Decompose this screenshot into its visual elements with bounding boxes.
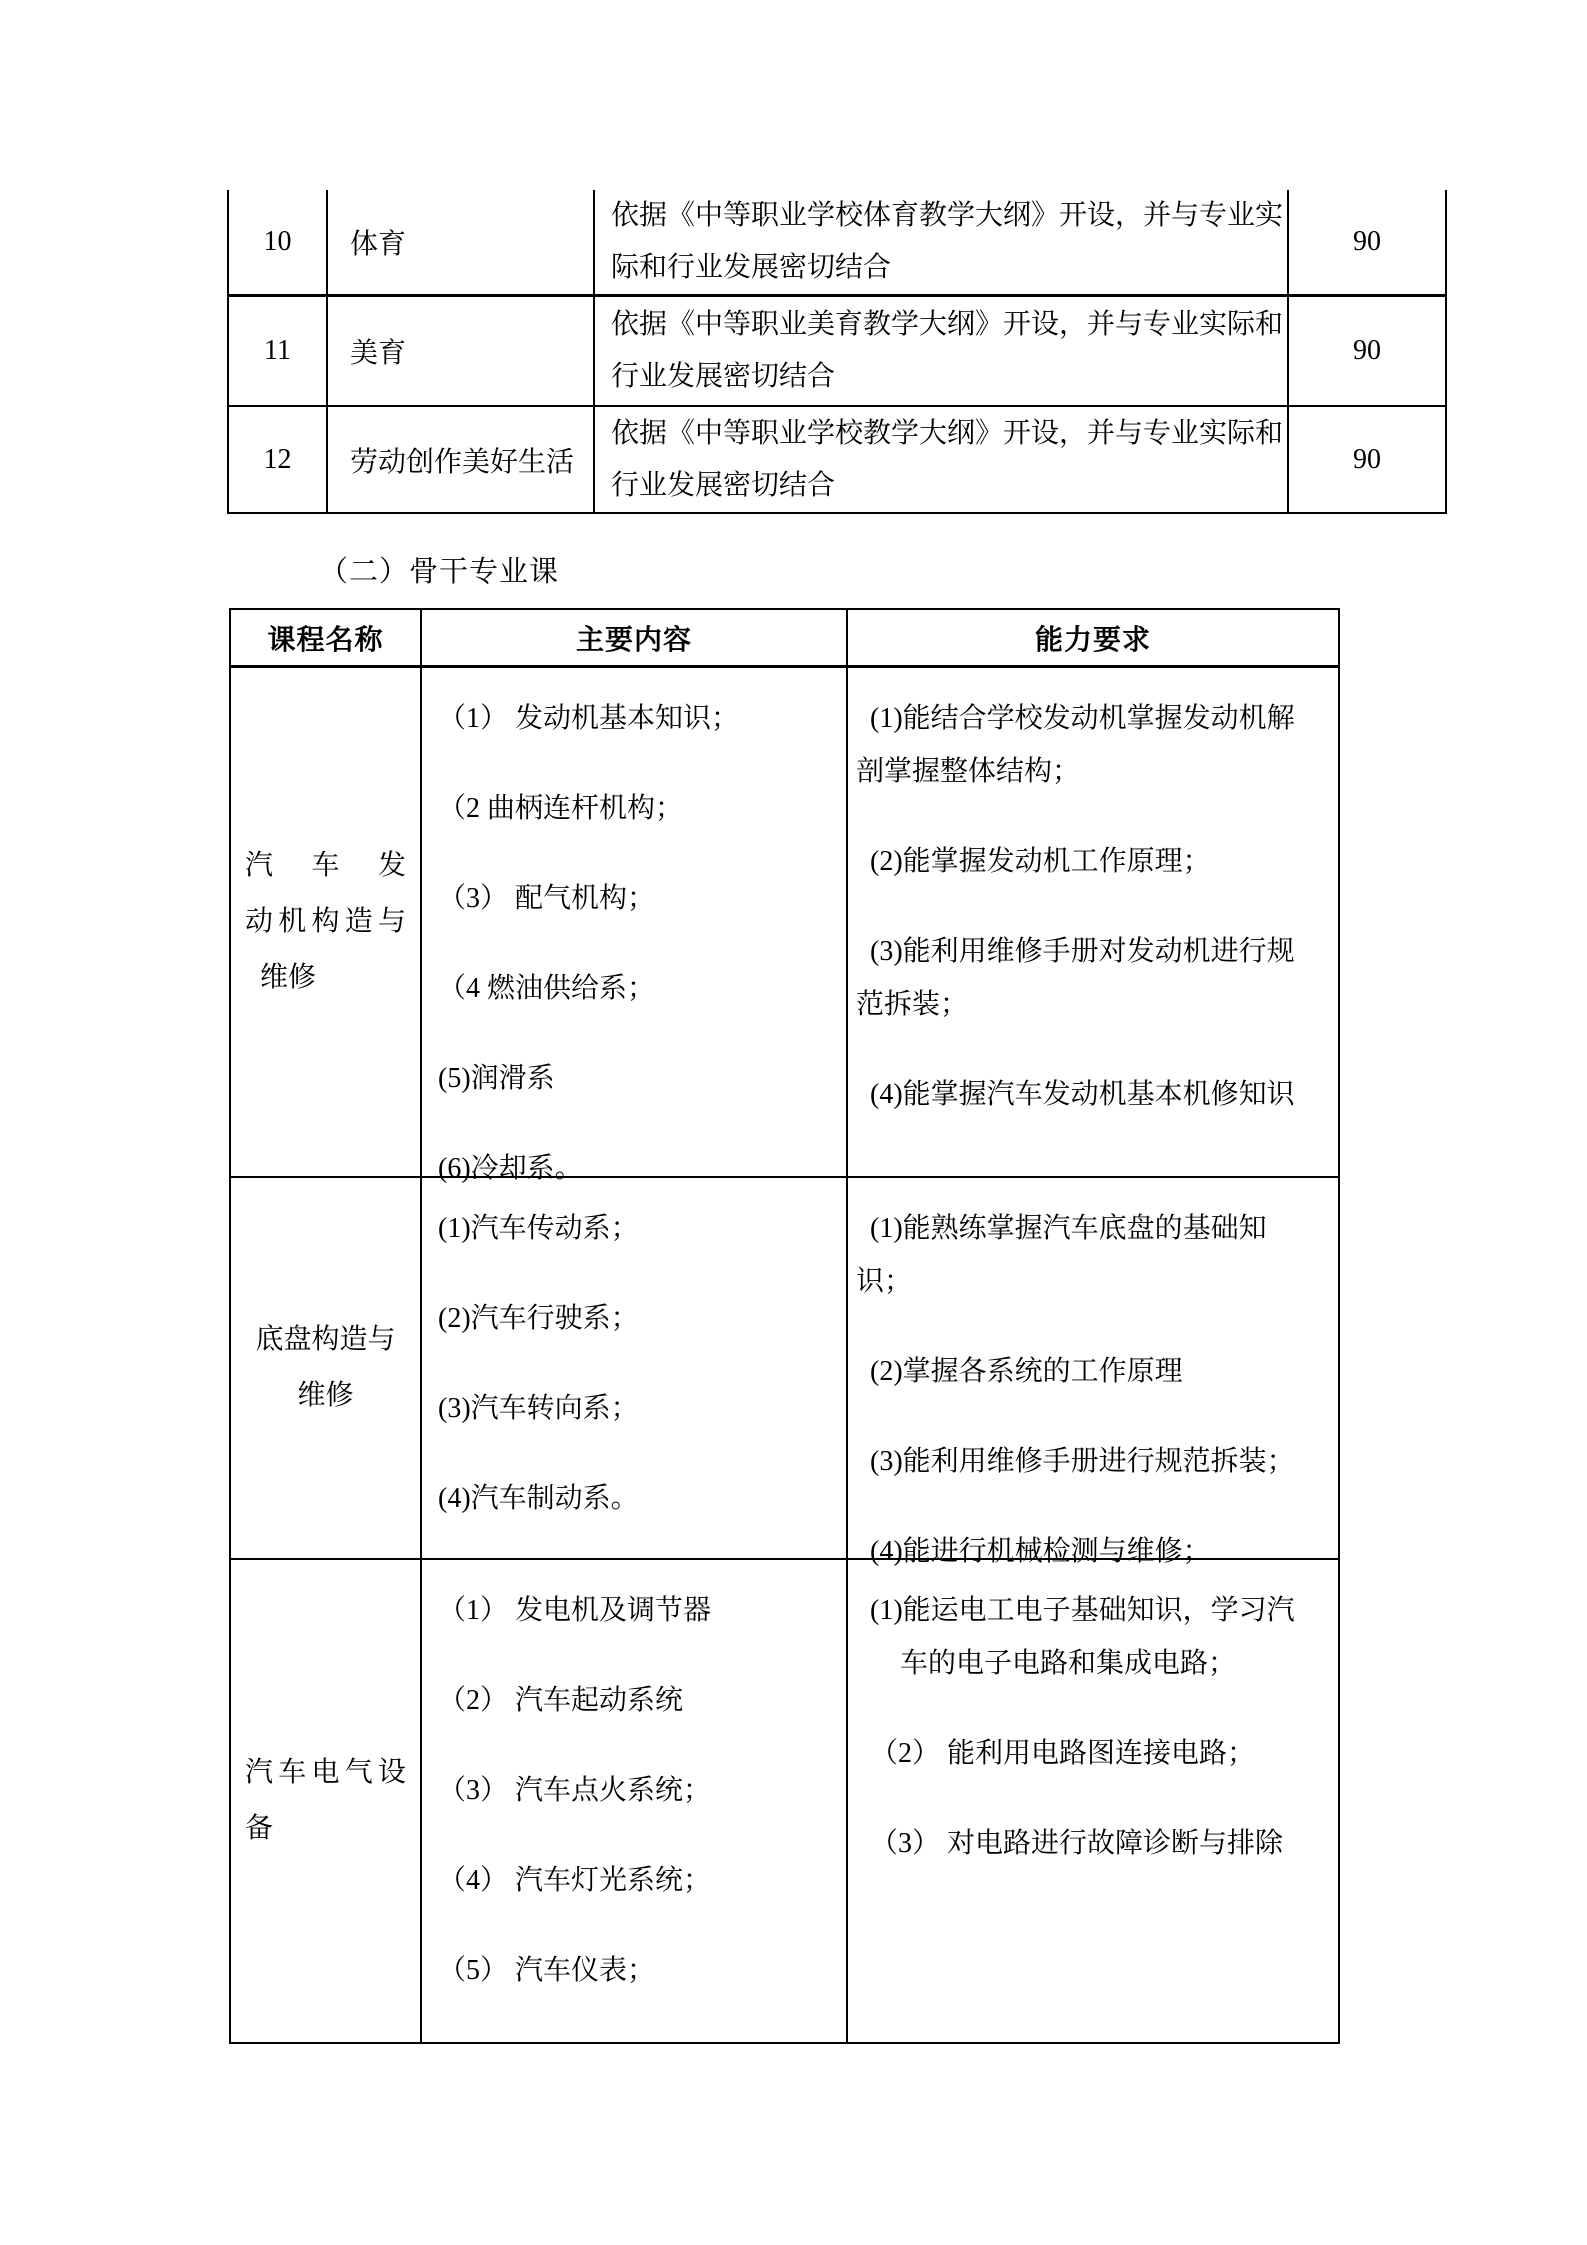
ability-line: (3)能利用维修手册对发动机进行规 [870, 936, 1295, 967]
course-name-cell [231, 1560, 422, 2042]
course-name-cell [231, 668, 422, 1178]
core-courses-table [229, 608, 1340, 2044]
content-item: (2)汽车行驶系； [438, 1303, 639, 1334]
ability-line: (1)能运电工电子基础知识，学习汽 [870, 1595, 1295, 1626]
course-desc-line: 依据《中等职业学校体育教学大纲》开设，并与专业实 [611, 200, 1284, 231]
content-item: (5)润滑系 [438, 1063, 555, 1094]
general-courses-table [227, 190, 1447, 514]
course-hours-cell [1289, 297, 1447, 407]
content-item: (6)冷却系。 [438, 1153, 583, 1184]
ability-line: (4)能掌握汽车发动机基本机修知识 [870, 1079, 1295, 1110]
course-desc-line: 依据《中等职业美育教学大纲》开设，并与专业实际和 [611, 309, 1284, 340]
ability-item [856, 1584, 1334, 1690]
course-name: 体育 [350, 229, 407, 260]
course-name: 美育 [350, 338, 407, 369]
course-desc-line: 依据《中等职业学校教学大纲》开设，并与专业实际和 [611, 417, 1284, 449]
main-content-cell [422, 1178, 848, 1560]
content-item: （1） 发电机及调节器 [438, 1595, 712, 1626]
course-number-cell [229, 297, 328, 407]
content-item: （3） 配气机构； [438, 883, 656, 914]
course-hours: 90 [1353, 335, 1381, 366]
ability-item [856, 692, 1334, 798]
course-desc-line: 行业发展密切结合 [611, 361, 836, 392]
course-hours: 90 [1353, 443, 1381, 475]
course-name-line: 动机构造与 [245, 906, 406, 937]
ability-line: 识； [856, 1266, 913, 1297]
content-item: （3） 汽车点火系统； [438, 1775, 712, 1806]
ability-line: （3） 对电路进行故障诊断与排除 [870, 1828, 1284, 1859]
course-name-line: 维修 [260, 962, 317, 993]
main-content-cell [422, 1560, 848, 2042]
course-hours: 90 [1353, 226, 1381, 257]
ability-line: (2)掌握各系统的工作原理 [870, 1356, 1183, 1387]
header-ability-requirements: 能力要求 [848, 610, 1338, 668]
course-name-cell [328, 297, 595, 407]
ability-line: (1)能熟练掌握汽车底盘的基础知 [870, 1213, 1267, 1244]
course-name-cell [328, 407, 595, 514]
course-desc-cell [595, 297, 1289, 407]
content-item: （2 曲柄连杆机构； [438, 793, 684, 824]
ability-requirements-cell [848, 1178, 1338, 1567]
ability-line: 剖掌握整体结构； [856, 756, 1081, 787]
ability-line: (3)能利用维修手册进行规范拆装； [870, 1446, 1295, 1477]
ability-line: (4)能进行机械检测与维修； [870, 1536, 1211, 1567]
course-number: 12 [263, 443, 292, 475]
course-name: 劳动创作美好生活 [350, 446, 575, 478]
course-desc-cell [595, 190, 1289, 297]
course-desc-cell [595, 407, 1289, 514]
ability-line: 范拆装； [856, 989, 969, 1020]
course-name-line: 底盘构造与 [255, 1324, 396, 1355]
content-item: (4)汽车制动系。 [438, 1483, 639, 1514]
section-heading: （二）骨干专业课 [319, 556, 560, 588]
course-number-cell [229, 190, 328, 297]
content-item: （4） 汽车灯光系统； [438, 1865, 712, 1896]
ability-line: （2） 能利用电路图连接电路； [870, 1738, 1256, 1769]
course-desc-line: 际和行业发展密切结合 [611, 252, 892, 283]
ability-line: (2)能掌握发动机工作原理； [870, 846, 1211, 877]
ability-requirements-cell [848, 1560, 1338, 2042]
main-content-cell [422, 668, 848, 1184]
header-main-content: 主要内容 [422, 610, 848, 668]
course-name-line: 汽车电气设 [245, 1757, 406, 1788]
course-name-line: 汽车发 [245, 850, 406, 881]
course-number-cell [229, 407, 328, 514]
ability-requirements-cell [848, 668, 1338, 1178]
ability-item [856, 1202, 1334, 1308]
course-desc-line: 行业发展密切结合 [611, 469, 836, 501]
header-course-name: 课程名称 [231, 610, 422, 668]
course-name-line: 备 [245, 1813, 274, 1844]
ability-line: 车的电子电路和集成电路； [900, 1648, 1237, 1679]
course-number: 11 [264, 335, 291, 366]
course-name-cell [328, 190, 595, 297]
course-hours-cell [1289, 407, 1447, 514]
content-item: (1)汽车传动系； [438, 1213, 639, 1244]
ability-line: (1)能结合学校发动机掌握发动机解 [870, 703, 1295, 734]
content-item: （2） 汽车起动系统 [438, 1685, 684, 1716]
content-item: （5） 汽车仪表； [438, 1955, 656, 1986]
course-number: 10 [263, 226, 292, 257]
content-item: （1） 发动机基本知识； [438, 703, 740, 734]
content-item: （4 燃油供给系； [438, 973, 656, 1004]
course-hours-cell [1289, 190, 1447, 297]
course-name-line: 维修 [297, 1380, 354, 1411]
content-item: (3)汽车转向系； [438, 1393, 639, 1424]
course-name-cell [231, 1178, 422, 1560]
